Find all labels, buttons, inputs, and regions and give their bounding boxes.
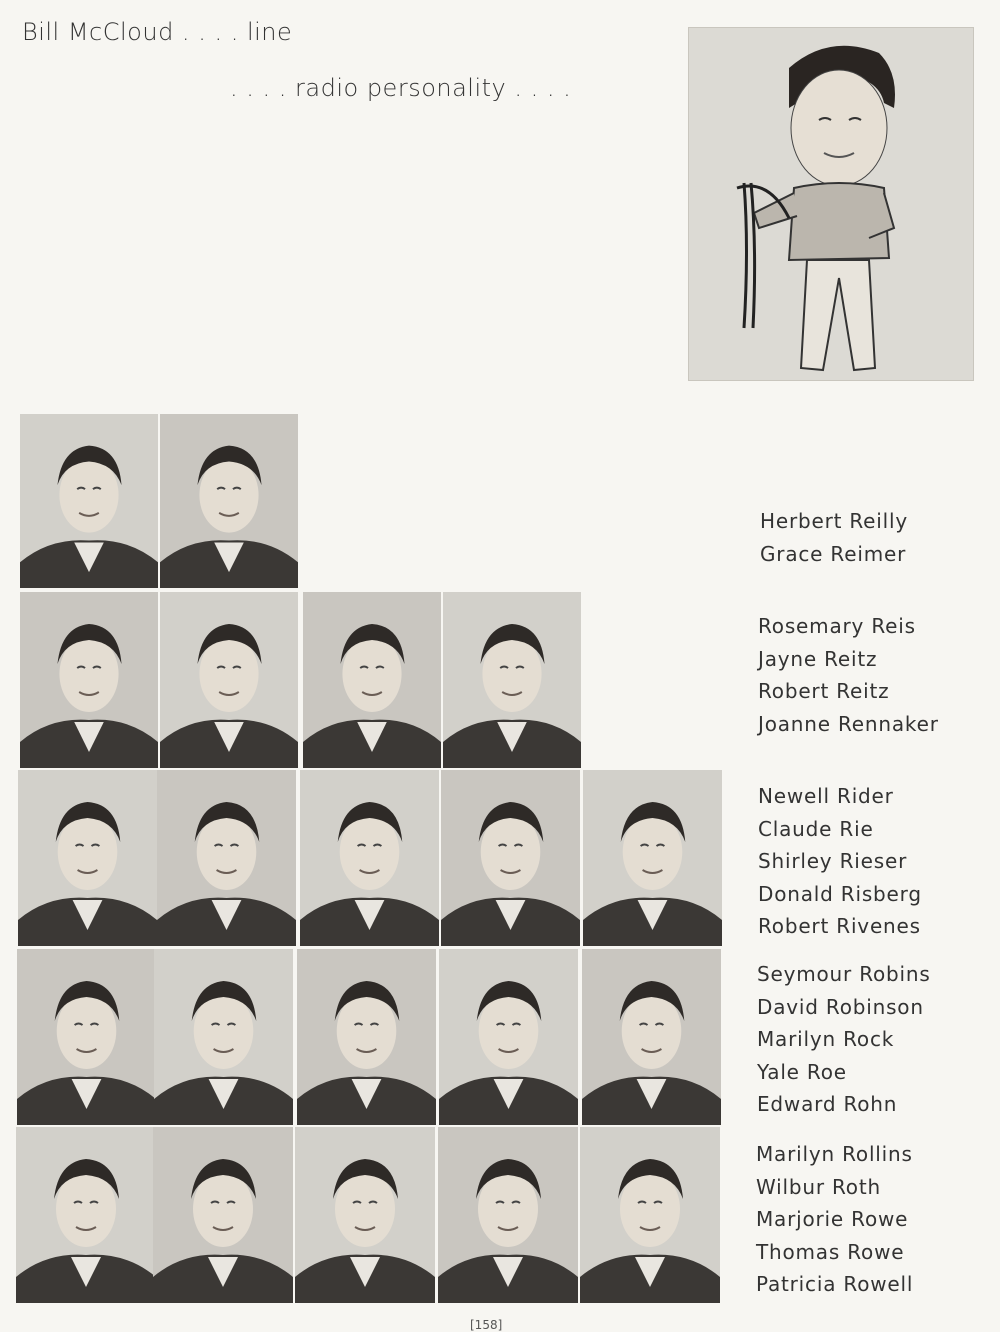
caption-role: . . . . radio personality . . . .	[230, 74, 572, 102]
student-portrait-photo	[300, 770, 439, 946]
student-portrait-photo	[580, 1127, 720, 1303]
student-portrait-photo	[16, 1127, 156, 1303]
student-portrait-photo	[154, 949, 293, 1125]
student-portrait-photo	[439, 949, 578, 1125]
page-number: [158]	[470, 1318, 503, 1332]
student-name: Robert Reitz	[758, 679, 890, 703]
student-name: Seymour Robins	[757, 962, 931, 986]
student-name: Herbert Reilly	[760, 509, 908, 533]
names-group-5	[756, 1138, 913, 1301]
student-portrait-photo	[297, 949, 436, 1125]
student-portrait-photo	[582, 949, 721, 1125]
caption-name: Bill McCloud . . . . line	[22, 18, 293, 46]
student-name: Wilbur Roth	[756, 1174, 881, 1199]
student-name: Jayne Reitz	[758, 646, 878, 671]
student-name: Shirley Rieser	[758, 849, 908, 873]
student-name: Thomas Rowe	[756, 1239, 905, 1264]
names-group-1	[760, 505, 908, 570]
student-portrait-photo	[153, 1127, 293, 1303]
caricature-image	[688, 27, 974, 381]
student-name: Robert Rivenes	[758, 914, 921, 938]
student-name: Patricia Rowell	[756, 1272, 914, 1296]
student-name: Grace Reimer	[760, 541, 907, 566]
student-portrait-photo	[441, 770, 580, 946]
caricature-illustration-icon	[689, 28, 973, 380]
student-name: David Robinson	[757, 994, 924, 1019]
student-portrait-photo	[157, 770, 296, 946]
student-portrait-photo	[20, 414, 158, 588]
student-portrait-photo	[17, 949, 156, 1125]
student-portrait-photo	[443, 592, 581, 768]
student-portrait-photo	[160, 592, 298, 768]
student-portrait-photo	[160, 414, 298, 588]
names-group-4	[757, 958, 931, 1121]
student-name: Marjorie Rowe	[756, 1207, 909, 1231]
student-name: Edward Rohn	[757, 1092, 898, 1116]
student-name: Donald Risberg	[758, 881, 922, 906]
student-portrait-photo	[303, 592, 441, 768]
student-name: Marilyn Rock	[757, 1027, 895, 1051]
student-portrait-photo	[295, 1127, 435, 1303]
names-group-2	[758, 610, 939, 740]
student-name: Claude Rie	[758, 816, 874, 841]
student-portrait-photo	[583, 770, 722, 946]
student-portrait-photo	[18, 770, 157, 946]
names-group-3	[758, 780, 922, 943]
student-name: Yale Roe	[757, 1059, 847, 1084]
student-name: Marilyn Rollins	[756, 1142, 913, 1166]
student-portrait-photo	[20, 592, 158, 768]
student-name: Newell Rider	[758, 784, 894, 808]
student-name: Joanne Rennaker	[758, 711, 939, 736]
student-portrait-photo	[438, 1127, 578, 1303]
student-name: Rosemary Reis	[758, 614, 916, 638]
